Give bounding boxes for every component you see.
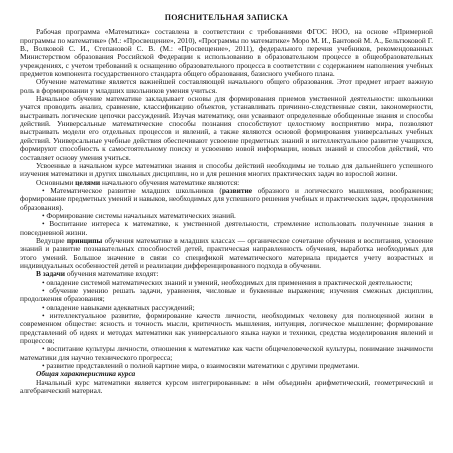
goal1-after: образного и логического мышления, воображения; формирование предметных умений и навыков, необходимых для успешного решения учебных и практических задач, продолжения образования). [20,185,433,212]
goals-keyword: целями [75,177,101,187]
goals-intro-after: начального обучения математике являются: [100,177,240,187]
paragraph-importance: Обучение математике является важнейшей составляющей начального общего образования. Этот предмет играет важную роль в формировании у младших школьников умения учиться. [20,77,433,95]
goal-item-knowledge-system: • Формирование системы начальных математических знаний. [42,210,236,220]
paragraph-foundations: Начальное обучение математике закладывает основы для формирования приемов умственной деятельности: школьники учатся проводить анализ, сравнение, классификацию объектов, устанавливать причинно-следственные связи, закономерности, выстраивать логические цепочки рассуждений. Изучая математику, они усваивают определенные обобщенные знания и способы действий. Универсальные математические способы познания способствуют целостному восприятию мира, позволяют выстраивать модели его отдельных процессов и явлений, а также являются основой формирования универсальных учебных действий. Универсальные учебные действия обеспечивают усвоение предметных знаний и интеллектуальное развитие учащихся, формируют способность к самостоятельному поиску и усвоению новой информации, новых знаний и способов действий, что составляет основу умения учиться. [20,94,433,162]
tasks-intro-after: обучения математике входят: [65,269,159,279]
tasks-keyword: В задачи [36,269,66,279]
intro-paragraph: Рабочая программа «Математика» составлена в соответствии с требованиями ФГОС НОО, на основе «Примерной программы по математике» (М.: «Просвещение», 2010), «Программы по математике» Моро М. И., Бантовой М. А., Бельтюковой Г. В., Волковой С. И., Степановой С. В. (М.: «Просвещение», 2011), федерального перечня учебников, рекомендованных Министерством образования Российской Федерации к использованию в образовательном процессе в общеобразовательных учреждениях, с учетом требований к оснащению образовательного процесса в соответствии с содержанием наполнения учебных предметов компонента государственного стандарта общего образования, базисного учебного плана. [20,27,433,79]
paragraph-course: Начальный курс математики является курсом интегрированным: в нём объединён арифметический, геометрический и алгебраический материал. [20,377,433,396]
subheading-text: Общая характеристика курса [36,369,136,379]
principles-paragraph [20,237,433,270]
goal-item-interest: • Воспитание интереса к математике, к умственной деятельности, стремление использовать полученные знания в повседневной жизни. [20,219,433,237]
task-item-knowledge: • овладение системой математических знаний и умений, необходимых для применения в практической деятельности; [42,277,413,287]
goal1-keyword: развитие [221,185,253,195]
principles-before: Ведущие [36,235,67,245]
principles-keyword: принципы [66,235,103,245]
task-item-problems: • обучение умению решать задачи, уравнения, числовые и буквенные выражения; изучения смежных дисциплин, продолжения образования; [20,286,433,304]
paragraph-knowledge: Усвоенные в начальном курсе математики знания и способы действий необходимы не только для дальнейшего успешного изучения математики и других школьных дисциплин, но и для решения многих практических задач во взрослой жизни. [20,160,433,179]
goal1-before: • Математическое развитие младших школьников ( [42,185,222,195]
task-item-intellect: • интеллектуальное развитие, формирование качеств личности, необходимых человеку для полноценной жизни в современном обществе: ясность и точность мысли, критичность мышления, интуиция, логическое мышление; формирование представлений об идеях и методах математики как универсального языка науки и техники, средства моделирования явлений и процессов; [20,311,433,346]
principles-after: обучения математике в младших классах — органическое сочетание обучения и воспитания, усвоение знаний и развитие познавательных способностей детей, практическая направленность обучения, выработка необходимых для этого умений. Большое значение в связи со спецификой математического материала придается учету возрастных и индивидуальных особенностей детей и реализации дифференцированного подхода в обучении. [20,235,433,270]
goal-item-development [20,187,433,212]
task-item-worldview: • развитие представлений о полной картине мира, о взаимосвязи математики с другими предметами. [42,361,360,371]
task-item-reasoning: • овладение навыками адекватных рассуждений; [42,302,195,312]
goals-intro-before: Основными [36,177,76,187]
task-item-culture: • воспитание культуры личности, отношения к математике как части общечеловеческой культуры, понимание значимости математики для научно технического прогресса; [20,344,433,362]
document-title: ПОЯСНИТЕЛЬНАЯ ЗАПИСКА [164,13,289,22]
